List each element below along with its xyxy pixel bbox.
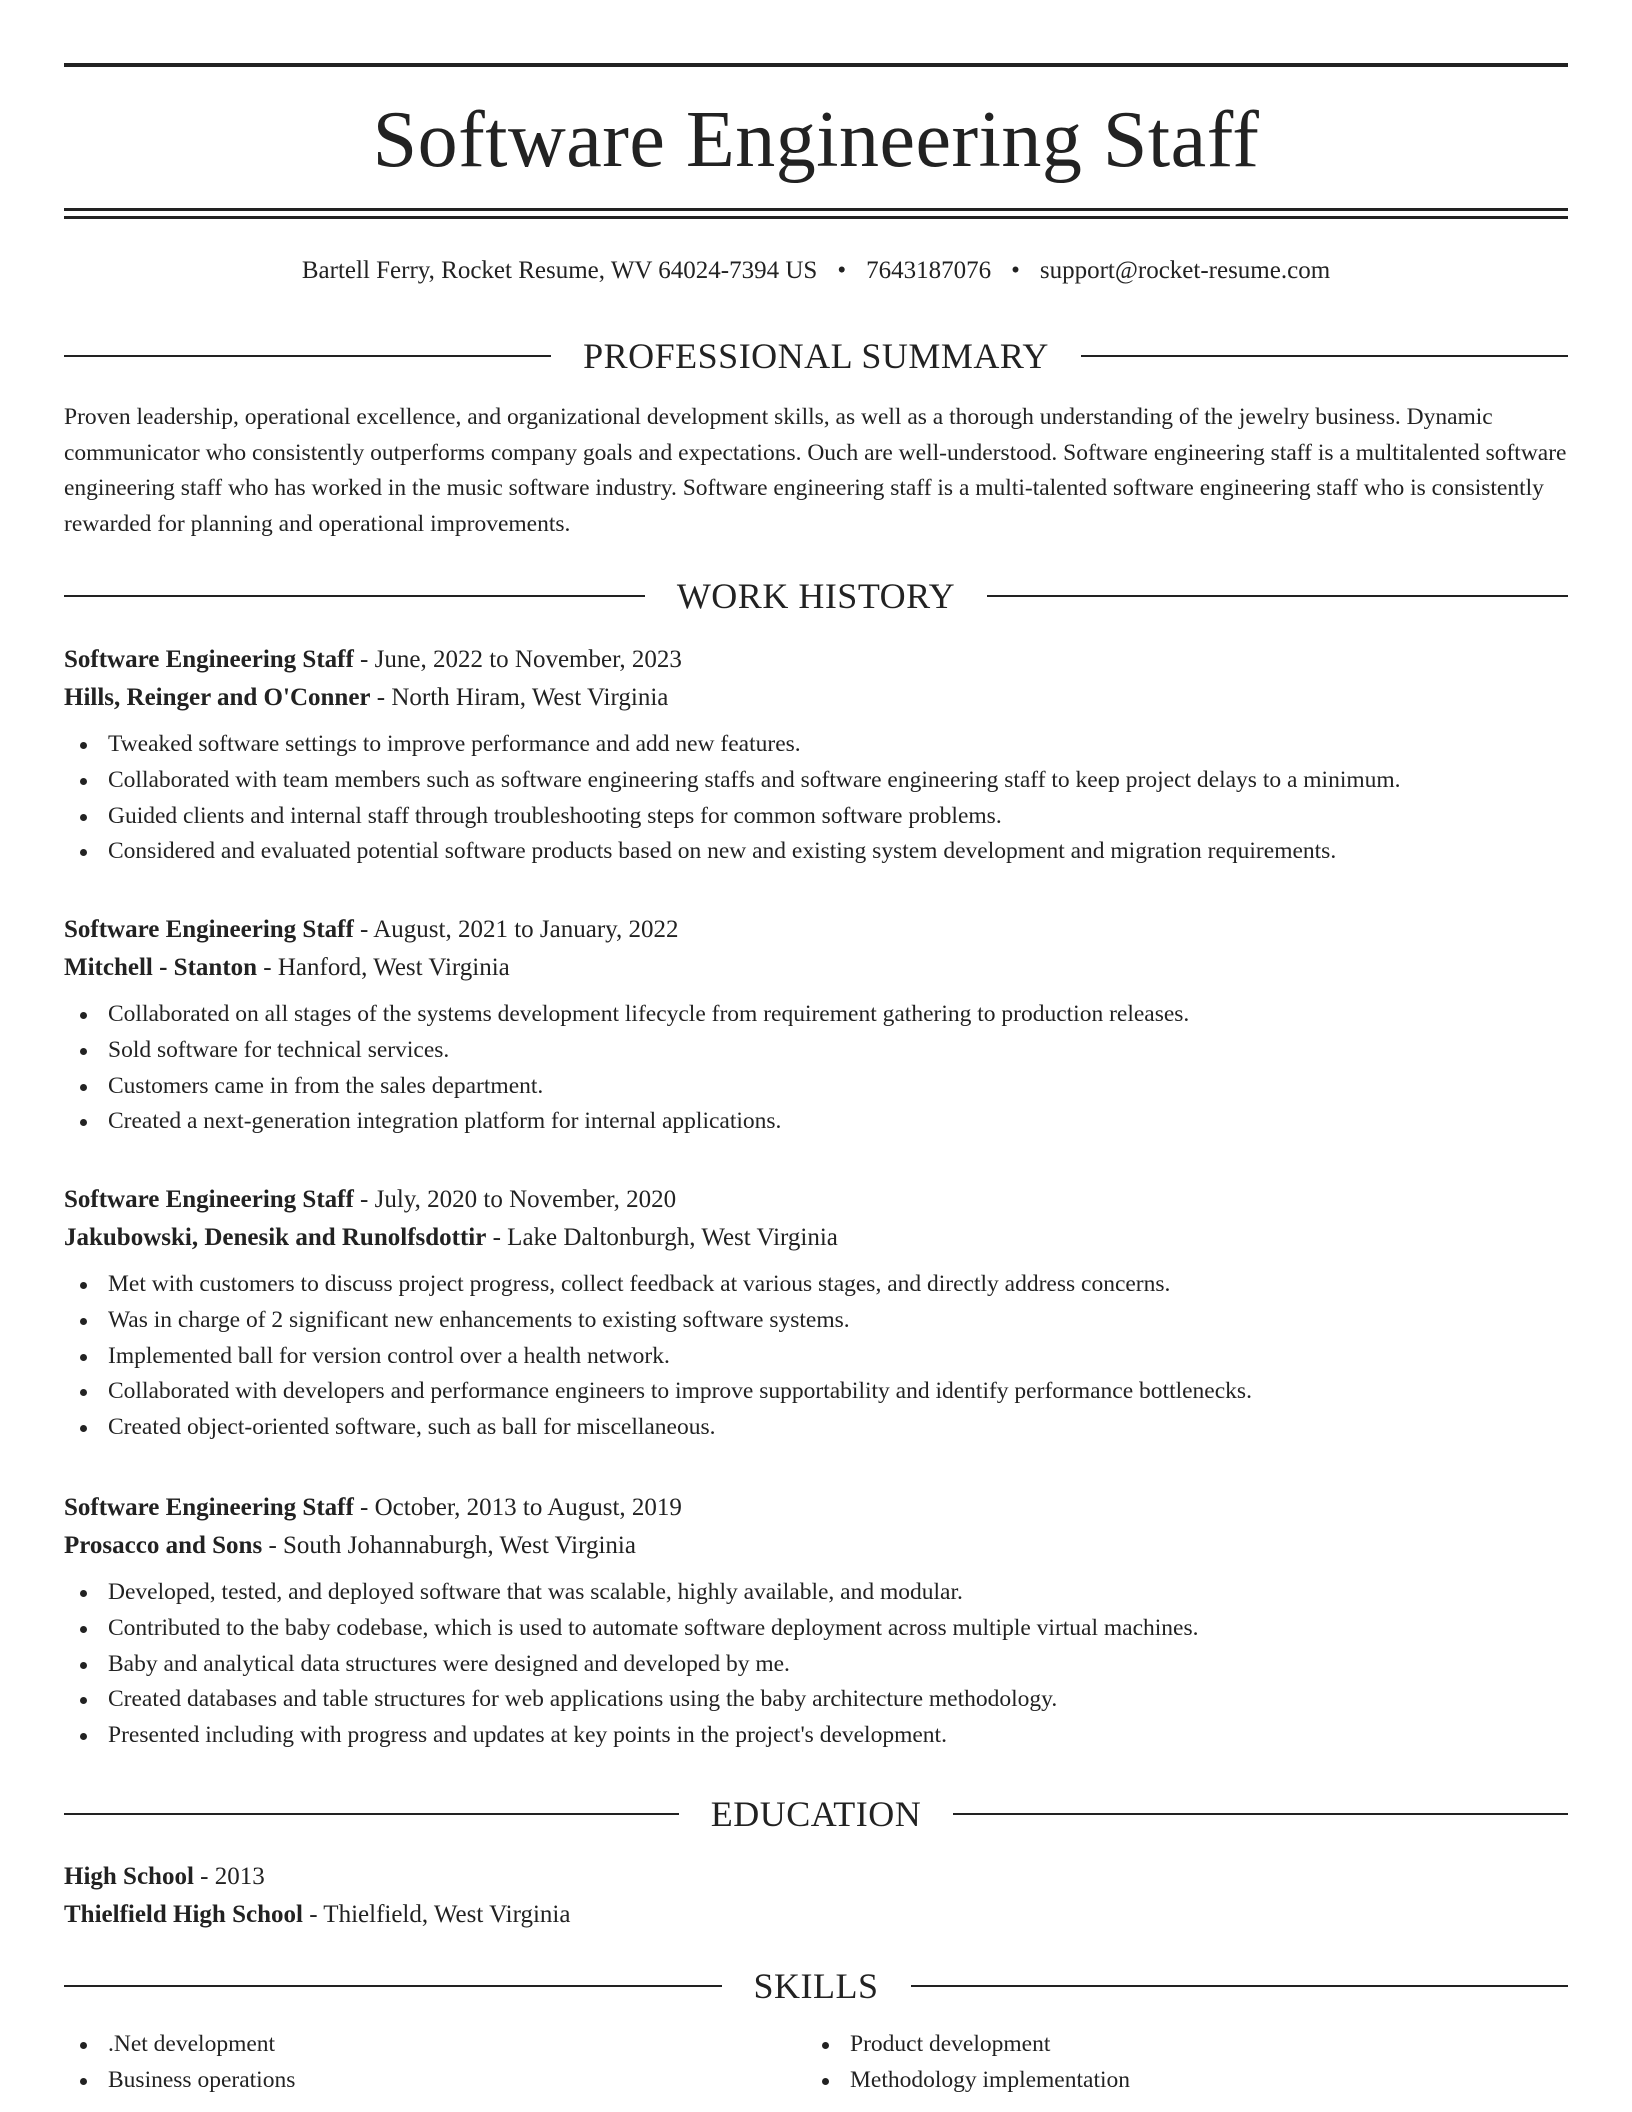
education-section-heading xyxy=(64,1792,1568,1836)
summary-section-title: PROFESSIONAL SUMMARY xyxy=(583,336,1049,376)
job-bullet: Met with customers to discuss project progress, collect feedback at various stages, and directly address concerns. xyxy=(64,1267,1568,1303)
job-entry xyxy=(64,911,1568,1140)
skills-section-title: SKILLS xyxy=(753,1966,879,2006)
job-company-line xyxy=(64,679,1568,717)
skills-list xyxy=(64,2027,1568,2099)
job-bullets xyxy=(64,1267,1568,1446)
job-bullet: Customers came in from the sales department. xyxy=(64,1069,1568,1105)
heading-rule-right xyxy=(911,1985,1569,1987)
skills-column-right xyxy=(806,2027,1548,2099)
job-dates: - June, 2022 to November, 2023 xyxy=(353,646,682,673)
education-degree-line xyxy=(64,1858,1568,1896)
job-bullets xyxy=(64,997,1568,1140)
heading-rule-left xyxy=(64,1985,722,1987)
heading-rule-left xyxy=(64,1813,679,1815)
contact-line xyxy=(64,254,1568,288)
job-bullet: Collaborated with team members such as software engineering staffs and software engineering staff to keep project delays to a minimum. xyxy=(64,763,1568,799)
job-bullet: Sold software for technical services. xyxy=(64,1033,1568,1069)
job-title-line xyxy=(64,911,1568,949)
summary-text: Proven leadership, operational excellence, and organizational development skills, as well as a thorough understanding of the jewelry business. Dynamic communicator who consistently outperforms company goals and expectations. Ouch are well-understood. Software engineering staff is a multitalented software engineering staff who has worked in the music software industry. Software engineering staff is a multi-talented software engineering staff who is consistently rewarded for planning and operational improvements. xyxy=(64,404,1567,538)
job-company: Jakubowski, Denesik and Runolfsdottir xyxy=(64,1224,487,1251)
job-title: Software Engineering Staff xyxy=(64,916,354,943)
job-bullet: Considered and evaluated potential software products based on new and existing system development and migration requirements. xyxy=(64,834,1568,870)
job-bullet: Created object-oriented software, such as ball for miscellaneous. xyxy=(64,1410,1568,1446)
job-company-line xyxy=(64,1219,1568,1257)
job-bullets xyxy=(64,1575,1568,1754)
education-school: Thielfield High School xyxy=(64,1901,303,1928)
job-bullet: Contributed to the baby codebase, which is used to automate software deployment across multiple virtual machines. xyxy=(64,1611,1568,1647)
contact-separator: • xyxy=(1011,257,1020,284)
resume-title: Software Engineering Staff xyxy=(372,96,1260,184)
skill-item: Business operations xyxy=(64,2063,806,2099)
education-degree: High School xyxy=(64,1863,194,1890)
job-title: Software Engineering Staff xyxy=(64,1494,354,1521)
skill-item: Methodology implementation xyxy=(806,2063,1548,2099)
job-entry xyxy=(64,1489,1568,1754)
contact-email[interactable]: support@rocket-resume.com xyxy=(1039,257,1331,284)
job-bullet: Tweaked software settings to improve performance and add new features. xyxy=(64,727,1568,763)
header-double-rule-lower xyxy=(64,216,1568,219)
job-bullet: Guided clients and internal staff through troubleshooting steps for common software problems. xyxy=(64,799,1568,835)
education-school-line xyxy=(64,1896,1568,1934)
job-location: - North Hiram, West Virginia xyxy=(370,684,669,711)
job-dates: - October, 2013 to August, 2019 xyxy=(353,1494,682,1521)
job-company: Prosacco and Sons xyxy=(64,1532,263,1559)
header-double-rule-upper xyxy=(64,208,1568,211)
skill-item: .Net development xyxy=(64,2027,806,2063)
education-entry xyxy=(64,1858,1568,1934)
job-bullet: Implemented ball for version control over a health network. xyxy=(64,1339,1568,1375)
job-location: - Hanford, West Virginia xyxy=(257,954,510,981)
header-top-rule xyxy=(64,63,1568,67)
work-section-title: WORK HISTORY xyxy=(676,576,956,616)
job-location: - Lake Daltonburgh, West Virginia xyxy=(486,1224,838,1251)
job-title: Software Engineering Staff xyxy=(64,646,354,673)
job-title-line xyxy=(64,1181,1568,1219)
job-bullet: Baby and analytical data structures were designed and developed by me. xyxy=(64,1647,1568,1683)
summary-section-heading xyxy=(64,334,1568,378)
job-title-line xyxy=(64,1489,1568,1527)
job-company-line xyxy=(64,949,1568,987)
education-location: - Thielfield, West Virginia xyxy=(302,1901,571,1928)
job-entry xyxy=(64,641,1568,870)
work-section-heading xyxy=(64,574,1568,618)
job-dates: - July, 2020 to November, 2020 xyxy=(353,1186,677,1213)
heading-rule-right xyxy=(953,1813,1568,1815)
job-company: Mitchell - Stanton xyxy=(64,954,258,981)
job-title: Software Engineering Staff xyxy=(64,1186,354,1213)
skill-item: Product development xyxy=(806,2027,1548,2063)
job-bullet: Created a next-generation integration platform for internal applications. xyxy=(64,1104,1568,1140)
heading-rule-right xyxy=(1081,355,1568,357)
job-bullet: Created databases and table structures for web applications using the baby architecture methodology. xyxy=(64,1682,1568,1718)
job-company-line xyxy=(64,1527,1568,1565)
job-company: Hills, Reinger and O'Conner xyxy=(64,684,371,711)
job-bullet: Collaborated on all stages of the systems development lifecycle from requirement gathering to production releases. xyxy=(64,997,1568,1033)
job-bullet: Presented including with progress and updates at key points in the project's development. xyxy=(64,1718,1568,1754)
contact-phone: 7643187076 xyxy=(866,257,992,284)
heading-rule-left xyxy=(64,595,645,597)
job-bullet: Collaborated with developers and performance engineers to improve supportability and identify performance bottlenecks. xyxy=(64,1374,1568,1410)
education-section-title: EDUCATION xyxy=(710,1794,922,1834)
job-entry xyxy=(64,1181,1568,1446)
job-bullet: Developed, tested, and deployed software that was scalable, highly available, and modular. xyxy=(64,1575,1568,1611)
skills-column-left xyxy=(64,2027,806,2099)
heading-rule-left xyxy=(64,355,551,357)
job-location: - South Johannaburgh, West Virginia xyxy=(262,1532,636,1559)
job-title-line xyxy=(64,641,1568,679)
education-year: - 2013 xyxy=(193,1863,265,1890)
job-dates: - August, 2021 to January, 2022 xyxy=(353,916,679,943)
contact-separator: • xyxy=(837,257,847,284)
job-bullet: Was in charge of 2 significant new enhancements to existing software systems. xyxy=(64,1303,1568,1339)
contact-address: Bartell Ferry, Rocket Resume, WV 64024-7394 US xyxy=(301,257,818,284)
job-bullets xyxy=(64,727,1568,870)
heading-rule-right xyxy=(987,595,1568,597)
skills-section-heading xyxy=(64,1964,1568,2008)
